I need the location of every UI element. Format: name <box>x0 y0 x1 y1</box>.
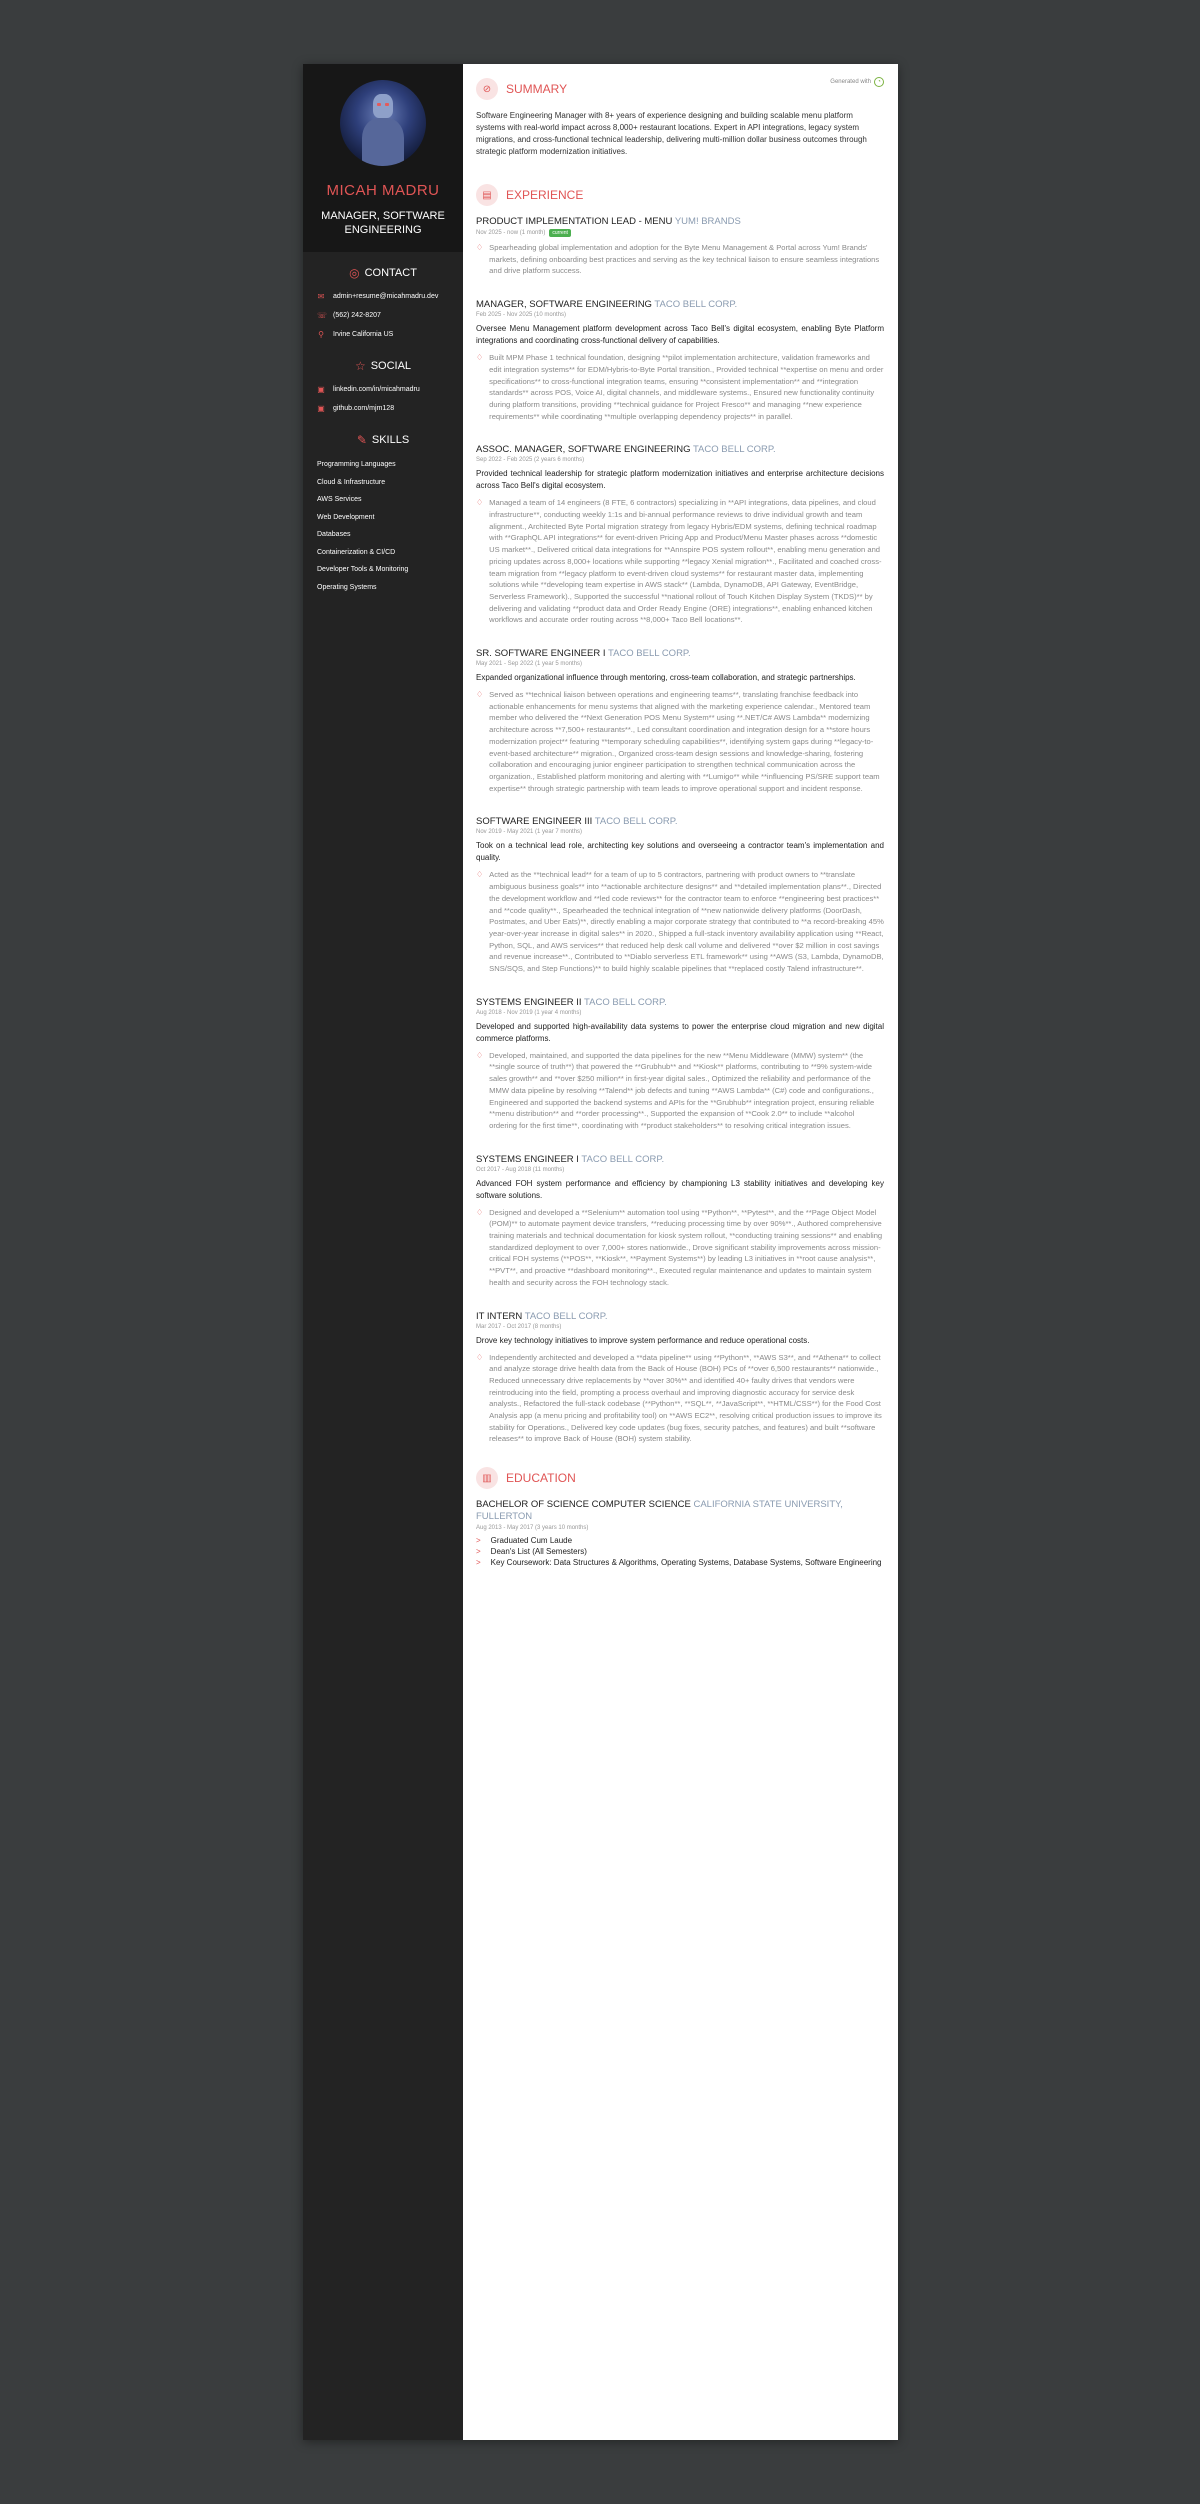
job-dates: Nov 2019 - May 2021 (1 year 7 months) <box>476 829 583 836</box>
school-name: CALIFORNIA STATE UNIVERSITY, FULLERTON <box>476 1499 843 1523</box>
social-github[interactable]: ▣ github.com/mjm128 <box>317 404 395 413</box>
job-highlights: ♢ Acted as the **technical lead** for a team of up to 5 contractors, partnering with product owners to **translate ambiguous business goals** into **actionable architecture designs** and **detailed implementation plans**., Directed the development workflow and **led code reviews** for the contractor team to enforce **engineering best practices** and **code quality**., Spearheaded the technical integration of **new nationwide delivery platforms (DoorDash, Postmates, and Uber Eats)**, directly enabling a major corporate strategy that contributed to **a record-breaking 45% year-over-year increase in digital sales** in 2020., Shipped a full-stack inventory availability application using **React, Python, SQL, and AWS services** that reduced help desk call volume and delivered **over $2 million in cost savings and revenue increase**., Contributed to **Diablo serverless ETL framework** using **AWS (S3, Lambda, DynamoDB, SNS/SQS, and Step Functions)** to build highly scalable pipelines that **replaced costly Talend infrastructure**. <box>476 870 884 974</box>
diamond-icon: ♢ <box>476 1207 484 1217</box>
skill-item: Cloud & Infrastructure <box>317 478 386 486</box>
job-title: SYSTEMS ENGINEER II TACO BELL CORP. <box>476 996 667 1008</box>
job-dates: Feb 2025 - Nov 2025 (10 months) <box>476 312 567 319</box>
diamond-icon: ♢ <box>476 870 484 880</box>
job-summary: Expanded organizational influence through mentoring, cross-team collaboration, and strategic partnerships. <box>476 673 856 683</box>
social-heading: SOCIAL <box>370 360 412 372</box>
profile-role: MANAGER, SOFTWARE ENGINEERING <box>321 210 445 236</box>
email-icon: ✉ <box>317 292 325 301</box>
skill-item: Programming Languages <box>317 461 396 468</box>
job-dates: Mar 2017 - Oct 2017 (8 months) <box>476 1323 562 1330</box>
job-entry <box>476 216 884 277</box>
job-title: ASSOC. MANAGER, SOFTWARE ENGINEERING TACO BELL CORP. <box>476 444 776 456</box>
experience-heading: ▤ EXPERIENCE <box>476 184 884 206</box>
job-entry <box>476 816 884 974</box>
company-name: TACO BELL CORP. <box>654 299 738 311</box>
job-highlights: ♢ Designed and developed a **Selenium** automation tool using **Python**, **Pytest**, and the **Page Object Model (POM)** to automate payment device transfers, **reducing processing time by over 90%**., Authored comprehensive training materials and technical documentation for kiosk system rollout, **conducting training sessions** and enabling standardized deployment to over 7,000+ stores nationwide., Drove significant stability improvements across mission-critical FOH systems (**POS**, **Kiosk**, **Payment Systems**) by leading L3 initiatives in **root cause analysis**, **PVT**, and proactive **dashboard monitoring**., Executed regular maintenance and updates to maintain system health and security across the FOH technology stack. <box>476 1207 883 1287</box>
generated-with[interactable]: Generated with ◔ <box>830 77 884 87</box>
job-highlights: ♢ Managed a team of 14 engineers (8 FTE, 6 contractors) specializing in **API integrations, data pipelines, and cloud infrastructure**, conducting weekly 1:1s and bi-annual performance reviews to drive individual growth and team alignment., Architected Byte Portal migration strategy from legacy Hybris/EDM systems, defining technical roadmap with **GraphQL API integrations** for event-driven Pricing App and Product/Menu Master phases across **domestic US market**., Delivered critical data integrations for **Annspire POS system rollout**, enabling menu generation and pricing updates across 8,000+ locations while supporting **legacy Xenial migration**., Facilitated and coached cross-team migration from **legacy platform to event-driven cloud systems** for restaurant master data, implementing solutions while **developing team expertise in AWS stack** (Lambda, DynamoDB, API Gateway, EventBridge, Serverless Framework)., Supported the successful **national rollout of Touch Kitchen Display System (TKDS)** by delivering and validating **product data and Order Ready Engine (ORE) integrations**, enabling enhanced kitchen workflows and accurate order routing across **8,000+ Taco Bell locations**. <box>476 498 882 625</box>
diamond-icon: ♢ <box>476 243 484 252</box>
star-icon: ☆ <box>354 359 366 373</box>
phone-icon: ☏ <box>317 311 328 320</box>
profile-header <box>303 64 463 252</box>
job-highlights: ♢ Built MPM Phase 1 technical foundation, designing **pilot implementation architecture, validation frameworks and edit integration systems** for EDM/Hybris-to-Byte Portal transition., Provided technical **expertise on menu and order specifications** to cross-functional integration teams, ensuring **consistent implementation** and **integration standards** across POS, Voice AI, digital channels, and middleware systems., Ensured new functionality continuity during platform transitions, providing **technical guidance for Project Fresco** and managing **new experience requirements** while coordinating **multiple overlapping dependency projects** in parallel. <box>476 353 884 421</box>
education-dates: Aug 2013 - May 2017 (3 years 10 months) <box>476 1525 589 1532</box>
education-items <box>476 1535 884 1568</box>
location-icon: ⚲ <box>318 330 324 339</box>
education-entry <box>476 1499 884 1568</box>
briefcase-icon: ▤ <box>476 184 498 206</box>
job-title: SYSTEMS ENGINEER I TACO BELL CORP. <box>476 1153 665 1165</box>
chevron-right-icon: > <box>476 1536 481 1546</box>
contact-icon: ◎ <box>349 266 360 280</box>
skill-item: Developer Tools & Monitoring <box>317 566 409 573</box>
job-highlights: ♢ Spearheading global implementation and adoption for the Byte Menu Management & Portal across Yum! Brands' markets, defining onboarding best practices and serving as the key technical liaison to ensure seamless integrations and drive platform success. <box>476 243 880 276</box>
job-summary: Developed and supported high-availability data systems to power the enterprise cloud migration and new digital commerce platforms. <box>476 1021 884 1043</box>
skill-item: Containerization & CI/CD <box>317 548 396 556</box>
job-highlights: ♢ Developed, maintained, and supported the data pipelines for the new **Menu Middleware (MMW) system** (the **single source of truth**) that powered the **Grubhub** and **Kiosk** platforms, contributing to **9% system-wide sales growth** and **over $250 million** in first-year digital sales., Optimized the reliability and performance of the MMW data pipeline by resolving **Talend** job defects and tuning **AWS Lambda** (C#) code and configurations., Engineered and supported the backend systems and APIs for the **Grubhub** integration project, ensuring reliable **menu distribution** and **order processing**., Supported the expansion of **Cook 2.0** to include **alcohol ordering for the first time**, coordinating with **product stakeholders** to resolving critical integration issues. <box>476 1050 875 1130</box>
job-dates: Oct 2017 - Aug 2018 (11 months) <box>476 1166 565 1173</box>
job-summary: Took on a technical lead role, architecting key solutions and overseeing a contractor team's implementation and quality. <box>476 841 884 863</box>
avatar <box>340 80 426 166</box>
skill-item: Web Development <box>317 513 375 521</box>
job-entry <box>476 648 884 794</box>
list-item: > Graduated Cum Laude <box>476 1536 573 1546</box>
wrench-icon: ✎ <box>356 433 367 447</box>
job-highlights: ♢ Independently architected and developed a **data pipeline** using **Python**, **AWS S3**, and **Athena** to collect and analyze storage drive health data from the Back of House (BOH) PCs of **over 6,500 restaurants** nationwide., Reduced unnecessary drive replacements by **over 30%** and identified 40+ faulty drives that vendors were reintroducing into the field, prompting a process overhaul and improving diagnostic accuracy for service desk analysts., Refactored the full-stack codebase (**Python**, **SQL**, **JavaScript**, **HTML/CSS**) for the Food Cost Analysis app (a menu pricing and profitability tool) on **AWS EC2**, resolving critical production issues to improve its stability for Operations., Delivered key code updates (bug fixes, security patches, and features) and built **software releases** to improve Back of House (BOH) system stability. <box>476 1352 882 1444</box>
job-entry <box>476 444 884 626</box>
contact-section <box>303 266 463 339</box>
linkedin-icon: ▣ <box>317 385 325 394</box>
job-title: MANAGER, SOFTWARE ENGINEERING TACO BELL CORP. <box>476 299 738 311</box>
degree-title: BACHELOR OF SCIENCE COMPUTER SCIENCE CALIFORNIA STATE UNIVERSITY, FULLERTON <box>476 1499 843 1523</box>
chevron-right-icon: > <box>476 1558 481 1568</box>
resume-page <box>303 64 898 2440</box>
diamond-icon: ♢ <box>476 690 484 700</box>
social-section <box>303 359 463 413</box>
paperclip-icon: ⊘ <box>476 78 498 100</box>
job-title: SOFTWARE ENGINEER III TACO BELL CORP. <box>476 816 678 828</box>
job-title: SR. SOFTWARE ENGINEER I TACO BELL CORP. <box>476 648 691 660</box>
list-item: > Key Coursework: Data Structures & Algorithms, Operating Systems, Database Systems, Software Engineering <box>476 1558 882 1568</box>
contact-heading: CONTACT <box>364 267 417 279</box>
list-item: > Dean's List (All Semesters) <box>476 1547 587 1557</box>
book-icon: ▥ <box>476 1467 498 1489</box>
diamond-icon: ♢ <box>476 1050 484 1060</box>
skills-section <box>303 433 463 591</box>
job-summary: Drove key technology initiatives to improve system performance and reduce operational costs. <box>476 1335 810 1345</box>
contact-location: ⚲ Irvine California US <box>318 330 394 339</box>
company-name: TACO BELL CORP. <box>607 648 691 660</box>
company-name: TACO BELL CORP. <box>584 996 667 1008</box>
skill-item: Operating Systems <box>317 583 377 591</box>
diamond-icon: ♢ <box>476 1352 484 1362</box>
chevron-right-icon: > <box>476 1547 481 1557</box>
contact-email[interactable]: ✉ admin+resume@micahmadru.dev <box>317 292 439 301</box>
company-name: TACO BELL CORP. <box>692 444 776 456</box>
profile-name: MICAH MADRU <box>326 182 440 199</box>
github-icon: ▣ <box>317 404 325 413</box>
diamond-icon: ♢ <box>476 353 484 363</box>
company-name: TACO BELL CORP. <box>581 1153 665 1165</box>
company-name: YUM! BRANDS <box>674 216 741 227</box>
current-badge: current <box>549 229 571 237</box>
job-dates: Sep 2022 - Feb 2025 (2 years 6 months) <box>476 457 585 464</box>
skills-heading: SKILLS <box>371 434 410 446</box>
company-name: TACO BELL CORP. <box>594 816 678 828</box>
job-dates: Nov 2025 - now (1 month) current <box>476 229 884 237</box>
summary-heading: ⊘ SUMMARY <box>476 78 884 100</box>
experience-list <box>476 216 884 1445</box>
job-summary: Oversee Menu Management platform development across Taco Bell's digital ecosystem, enabling Byte Platform integrations and coordinating cross-functional delivery of capabilities. <box>476 324 884 346</box>
contact-phone[interactable]: ☏ (562) 242-8207 <box>317 311 381 320</box>
generator-logo-icon: ◔ <box>874 77 884 87</box>
job-dates: Aug 2018 - Nov 2019 (1 year 4 months) <box>476 1009 582 1016</box>
job-entry <box>476 299 884 422</box>
diamond-icon: ♢ <box>476 498 484 508</box>
job-highlights: ♢ Served as **technical liaison between operations and engineering teams**, translating franchise feedback into actionable enhancements for menu systems that aligned with the marketing experience calendar., Mentored team member who delivered the **Next Generation POS Menu System** using **.NET/C# AWS Lambda** modernizing architecture across **7,500+ restaurants**., Led consultant coordination and integration design for a **store hours modernization project** featuring **temporary scheduling capabilities**, identifying system gaps during **legacy-to-event-based architecture** migration., Organized cross-team design sessions and knowledge-sharing, fostering collaboration and encouraging junior engineer participation to strengthen technical communication across the organization., Established platform monitoring and alerting with **Lumigo** while **influencing PS/SRE support team expertise** through strategic partnership with team leads to improve operational support and incident response. <box>476 690 880 793</box>
job-summary: Provided technical leadership for strategic platform modernization initiatives and enterprise architecture decisions across Taco Bell's digital ecosystem. <box>476 469 884 491</box>
summary-text: Software Engineering Manager with 8+ years of experience designing and building scalable menu platform systems with real-world impact across 8,000+ restaurant locations. Expert in API integrations, legacy system migrations, and cross-functional technical leadership, delivering multi-million dollar business outcomes through strategic platform modernization initiatives. <box>476 111 867 156</box>
job-title: IT INTERN TACO BELL CORP. <box>476 1310 608 1322</box>
company-name: TACO BELL CORP. <box>524 1310 608 1322</box>
job-dates: May 2021 - Sep 2022 (1 year 5 months) <box>476 661 583 668</box>
job-summary: Advanced FOH system performance and efficiency by championing L3 stability initiatives and developing key software solutions. <box>476 1178 884 1200</box>
job-title: PRODUCT IMPLEMENTATION LEAD - MENU YUM! BRANDS <box>476 216 741 227</box>
job-entry <box>476 1154 884 1289</box>
education-heading: ▥ EDUCATION <box>476 1467 884 1489</box>
job-entry <box>476 1311 884 1446</box>
skill-item: AWS Services <box>317 496 362 503</box>
main-content <box>463 64 898 2440</box>
sidebar <box>303 64 463 2440</box>
job-entry <box>476 997 884 1132</box>
social-linkedin[interactable]: ▣ linkedin.com/in/micahmadru <box>317 385 420 394</box>
skill-item: Databases <box>317 531 351 538</box>
